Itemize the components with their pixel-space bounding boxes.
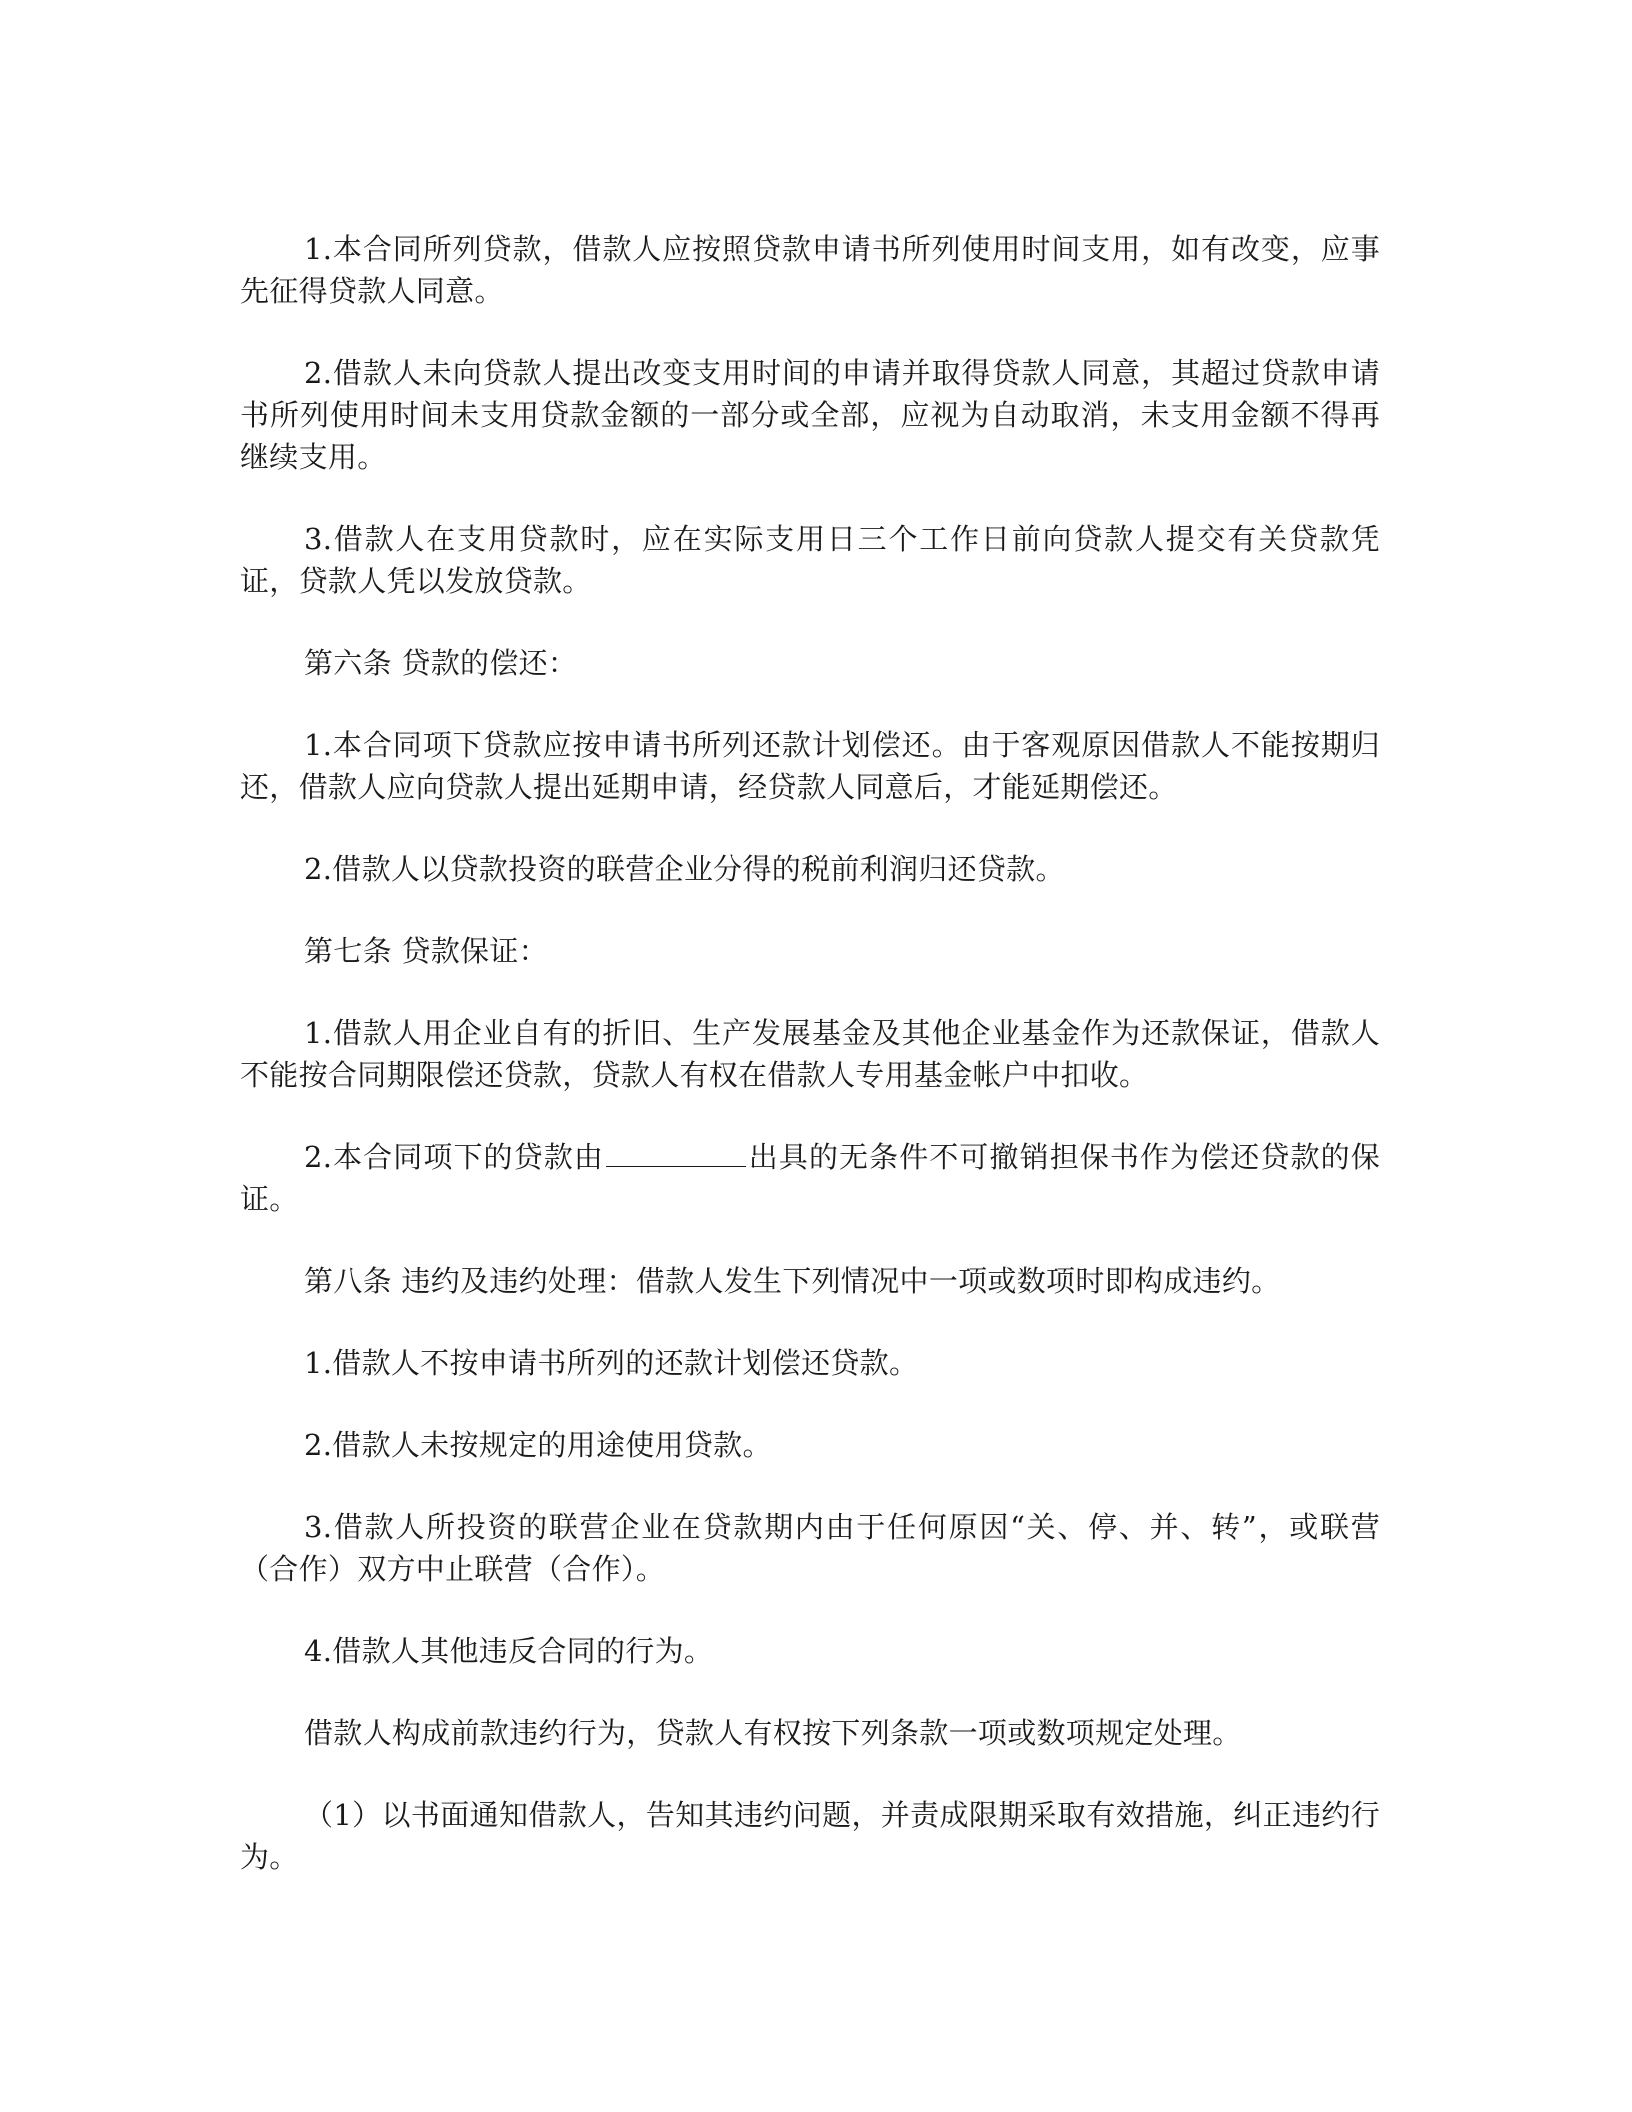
paragraph-clause-5-item-3: 3.借款人在支用贷款时，应在实际支用日三个工作日前向贷款人提交有关贷款凭证，贷款人凭以发放贷款。 [240,522,1380,598]
heading-article-7: 第七条 贷款保证： [304,934,548,968]
paragraph-article-7-item-2 [240,1136,1380,1220]
guarantor-blank-field [606,1136,746,1167]
guarantee-text-end: 出具的无条件不可撤销担保书作为偿还贷款的保证。 [240,1140,1380,1216]
paragraph-article-8-item-2: 2.借款人未按规定的用途使用贷款。 [304,1428,772,1462]
guarantee-text-start: 2.本合同项下的贷款由 [304,1140,604,1174]
document-page [240,228,1380,1918]
paragraph-article-8-item-3: 3.借款人所投资的联营企业在贷款期内由于任何原因“关、停、并、转”，或联营（合作）双方中止联营（合作）。 [240,1510,1380,1586]
paragraph-article-8-item-4: 4.借款人其他违反合同的行为。 [304,1634,714,1668]
paragraph-article-7-item-1: 1.借款人用企业自有的折旧、生产发展基金及其他企业基金作为还款保证，借款人不能按合同期限偿还贷款，贷款人有权在借款人专用基金帐户中扣收。 [240,1016,1380,1092]
paragraph-article-6-item-2: 2.借款人以贷款投资的联营企业分得的税前利润归还贷款。 [304,852,1065,886]
paragraph-clause-5-item-2: 2.借款人未向贷款人提出改变支用时间的申请并取得贷款人同意，其超过贷款申请书所列使用时间未支用贷款金额的一部分或全部，应视为自动取消，未支用金额不得再继续支用。 [240,356,1380,474]
paragraph-article-8-item-1: 1.借款人不按申请书所列的还款计划偿还贷款。 [304,1346,919,1380]
paragraph-breach-handling-item-1: （1）以书面通知借款人，告知其违约问题，并责成限期采取有效措施，纠正违约行为。 [240,1798,1380,1874]
paragraph-breach-handling: 借款人构成前款违约行为，贷款人有权按下列条款一项或数项规定处理。 [304,1716,1242,1750]
heading-article-6: 第六条 贷款的偿还： [304,646,578,680]
heading-article-8: 第八条 违约及违约处理：借款人发生下列情况中一项或数项时即构成违约。 [304,1264,1281,1298]
paragraph-clause-5-item-1: 1.本合同所列贷款，借款人应按照贷款申请书所列使用时间支用，如有改变，应事先征得贷款人同意。 [240,232,1380,308]
paragraph-article-6-item-1: 1.本合同项下贷款应按申请书所列还款计划偿还。由于客观原因借款人不能按期归还，借款人应向贷款人提出延期申请，经贷款人同意后，才能延期偿还。 [240,728,1380,804]
